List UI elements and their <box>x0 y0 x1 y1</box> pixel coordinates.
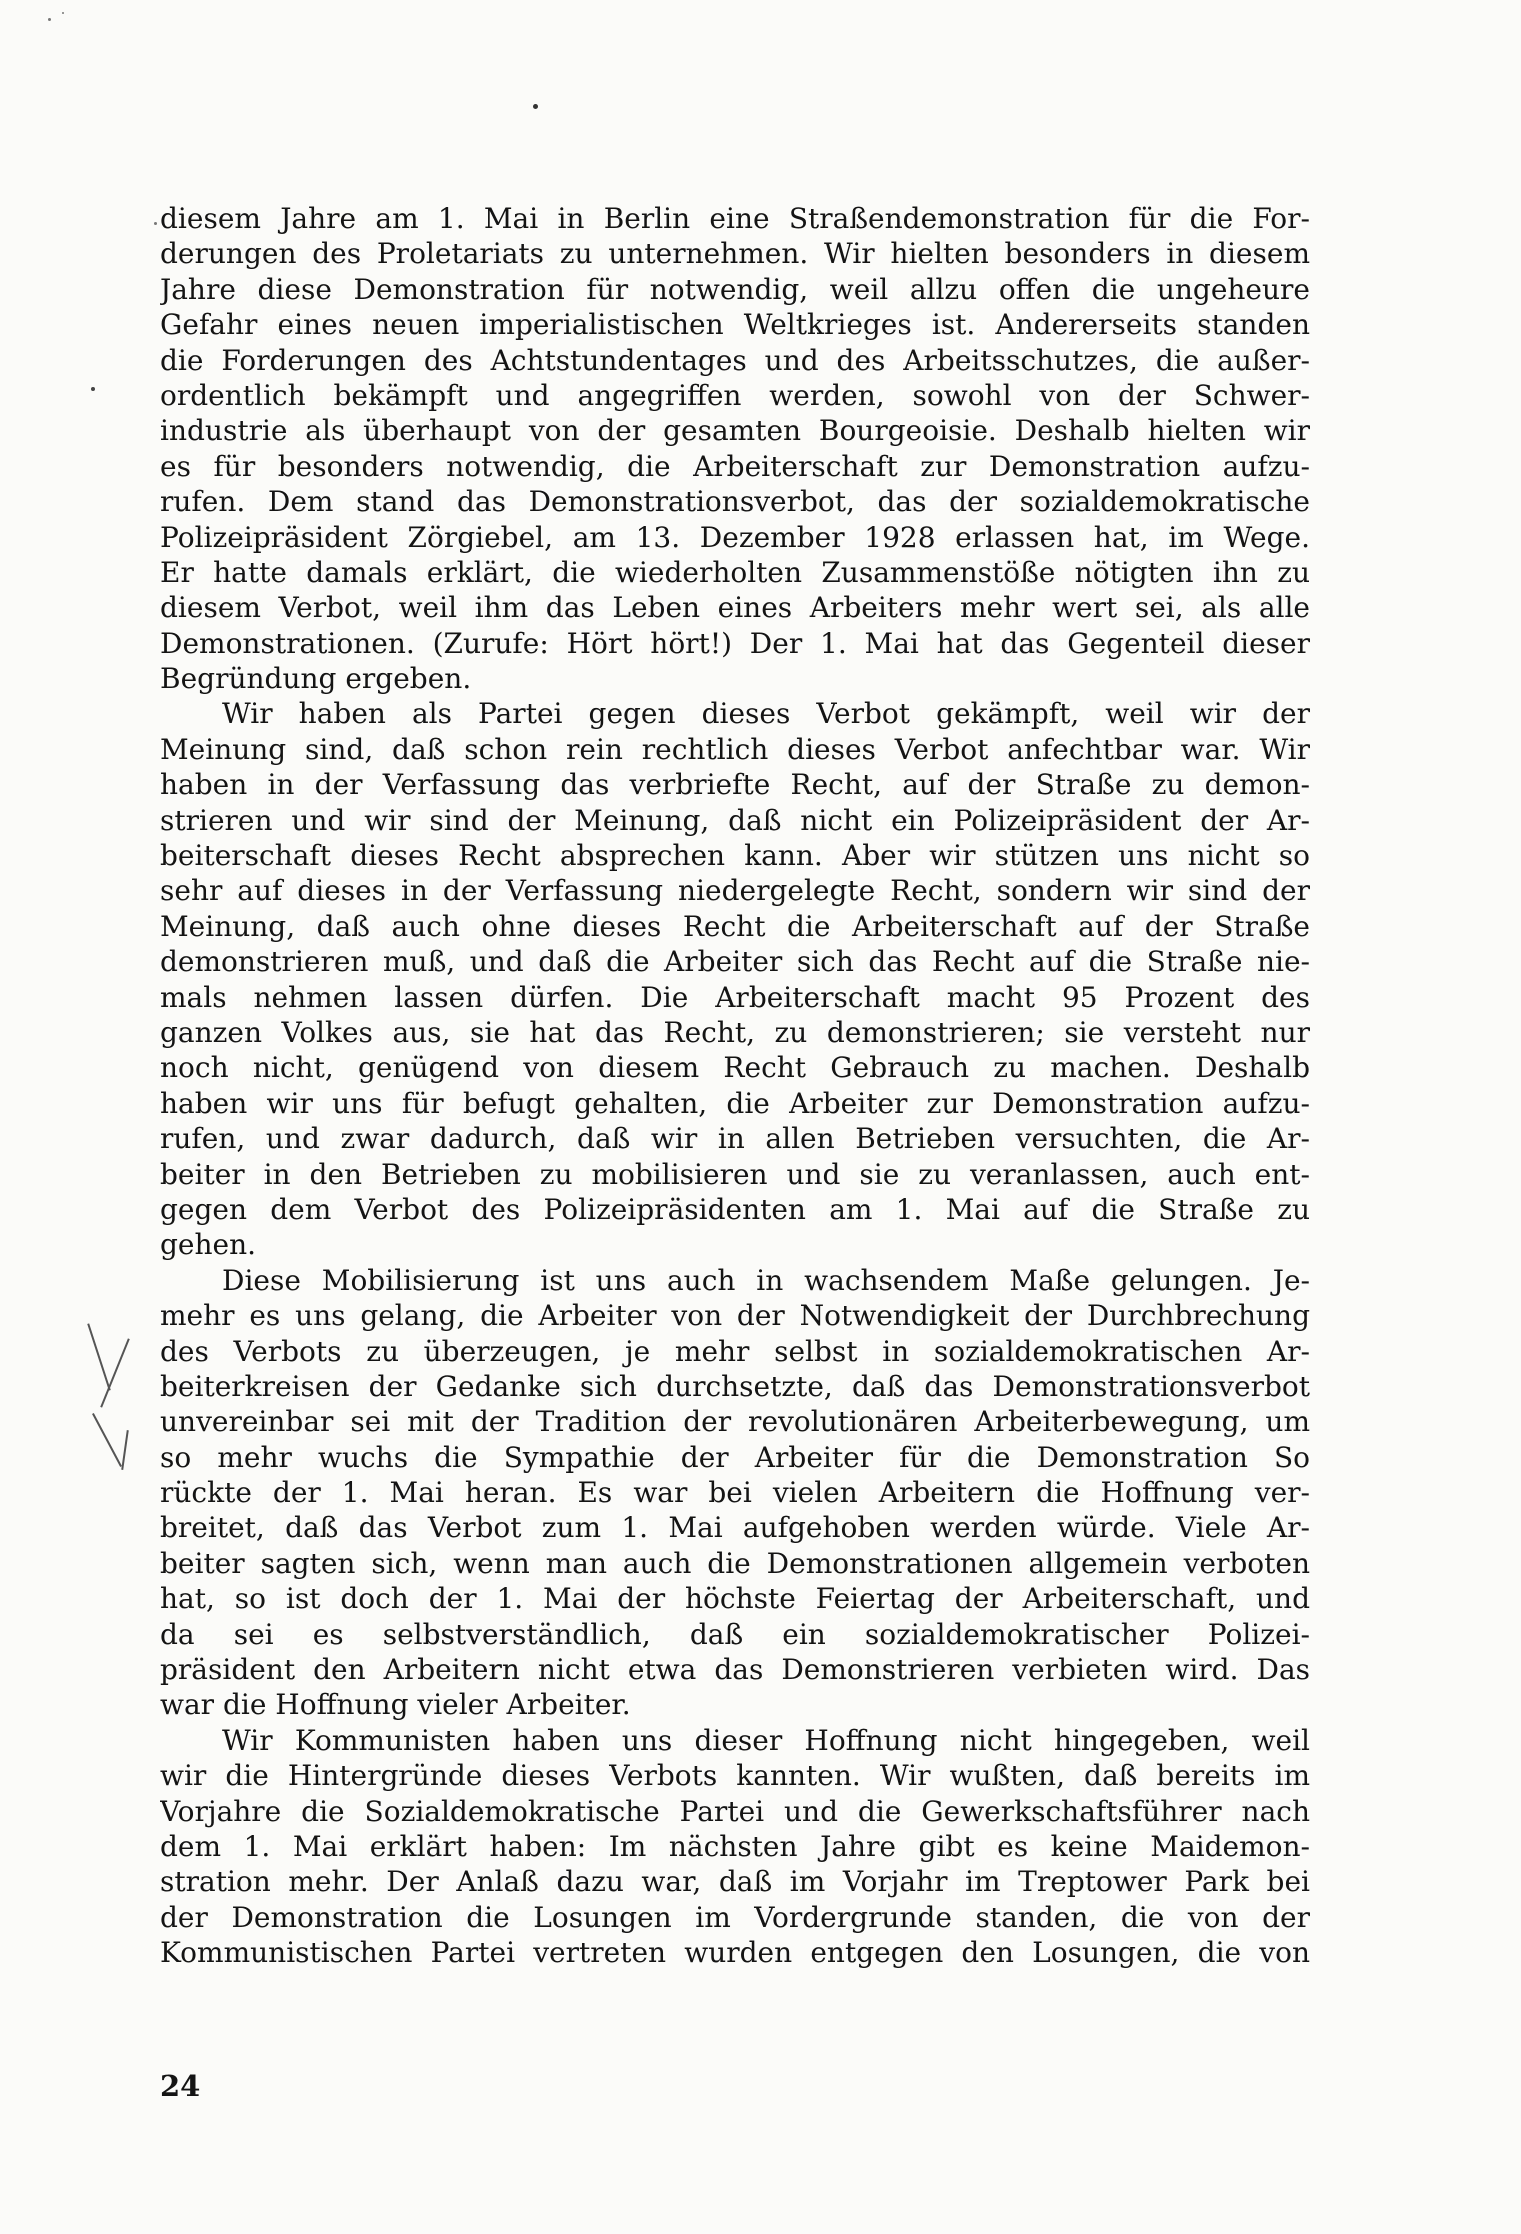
text-line: Begründung ergeben. <box>160 662 472 696</box>
text-line: es für besonders notwendig, die Arbeiterschaft zur Demonstration aufzu- <box>160 449 1310 483</box>
paragraph-3 <box>160 1263 1310 1723</box>
scan-speck <box>48 18 51 21</box>
text-line: hat, so ist doch der 1. Mai der höchste Feiertag der Arbeiterschaft, und <box>160 1582 1310 1616</box>
text-line: wir die Hintergründe dieses Verbots kannten. Wir wußten, daß bereits im <box>160 1759 1310 1793</box>
text-line: des Verbots zu überzeugen, je mehr selbst in sozialdemokratischen Ar- <box>160 1334 1310 1368</box>
text-line: diesem Verbot, weil ihm das Leben eines Arbeiters mehr wert sei, als alle <box>160 591 1310 625</box>
text-line: ordentlich bekämpft und angegriffen werden, sowohl von der Schwer- <box>160 378 1310 412</box>
text-line: stration mehr. Der Anlaß dazu war, daß im Vorjahr im Treptower Park bei <box>160 1865 1310 1899</box>
margin-pencil-mark <box>87 1323 111 1390</box>
text-line: unvereinbar sei mit der Tradition der revolutionären Arbeiterbewegung, um <box>160 1405 1310 1439</box>
text-line: haben wir uns für befugt gehalten, die Arbeiter zur Demonstration aufzu- <box>160 1086 1310 1120</box>
text-line: da sei es selbstverständlich, daß ein sozialdemokratischer Polizei- <box>160 1617 1310 1651</box>
text-line: rufen, und zwar dadurch, daß wir in allen Betrieben versuchten, die Ar- <box>160 1122 1310 1156</box>
text-line: Polizeipräsident Zörgiebel, am 13. Dezember 1928 erlassen hat, im Wege. <box>160 520 1310 554</box>
text-line: gegen dem Verbot des Polizeipräsidenten am 1. Mai auf die Straße zu <box>160 1192 1310 1226</box>
text-line: mals nehmen lassen dürfen. Die Arbeiterschaft macht 95 Prozent des <box>160 980 1310 1014</box>
text-line: dem 1. Mai erklärt haben: Im nächsten Jahre gibt es keine Maidemon- <box>160 1829 1310 1863</box>
scan-speck <box>154 222 157 225</box>
text-line: Jahre diese Demonstration für notwendig, weil allzu offen die ungeheure <box>160 272 1310 306</box>
text-line: Wir Kommunisten haben uns dieser Hoffnung nicht hingegeben, weil <box>222 1723 1310 1757</box>
text-line: rückte der 1. Mai heran. Es war bei vielen Arbeitern die Hoffnung ver- <box>160 1476 1310 1510</box>
body-text <box>160 201 1310 1971</box>
text-line: beiter sagten sich, wenn man auch die Demonstrationen allgemein verboten <box>160 1546 1310 1580</box>
text-line: ganzen Volkes aus, sie hat das Recht, zu demonstrieren; sie versteht nur <box>160 1015 1310 1049</box>
paragraph-1 <box>160 201 1310 696</box>
text-line: Demonstrationen. (Zurufe: Hört hört!) Der 1. Mai hat das Gegenteil dieser <box>160 626 1310 660</box>
text-line: war die Hoffnung vieler Arbeiter. <box>160 1688 631 1722</box>
margin-pencil-mark <box>92 1413 122 1467</box>
text-line: präsident den Arbeitern nicht etwa das Demonstrieren verbieten wird. Das <box>160 1653 1310 1687</box>
text-line: beiterkreisen der Gedanke sich durchsetzte, daß das Demonstrationsverbot <box>160 1369 1310 1403</box>
text-line: Diese Mobilisierung ist uns auch in wachsendem Maße gelungen. Je- <box>222 1263 1310 1297</box>
text-line: rufen. Dem stand das Demonstrationsverbot, das der sozialdemokratische <box>160 485 1310 519</box>
text-line: noch nicht, genügend von diesem Recht Gebrauch zu machen. Deshalb <box>160 1051 1310 1085</box>
text-line: gehen. <box>160 1228 257 1262</box>
text-line: diesem Jahre am 1. Mai in Berlin eine Straßendemonstration für die For- <box>160 202 1310 235</box>
text-line: derungen des Proletariats zu unternehmen. Wir hielten besonders in diesem <box>160 237 1310 271</box>
text-line: Vorjahre die Sozialdemokratische Partei und die Gewerkschaftsführer nach <box>160 1794 1310 1828</box>
text-line: mehr es uns gelang, die Arbeiter von der Notwendigkeit der Durchbrechung <box>160 1299 1310 1333</box>
text-line: beiter in den Betrieben zu mobilisieren und sie zu veranlassen, auch ent- <box>160 1157 1310 1191</box>
text-line: strieren und wir sind der Meinung, daß nicht ein Polizeipräsident der Ar- <box>160 803 1310 837</box>
text-line: Meinung sind, daß schon rein rechtlich dieses Verbot anfechtbar war. Wir <box>160 732 1310 766</box>
scan-speck <box>533 104 538 109</box>
paragraph-4 <box>160 1723 1310 1971</box>
text-line: Meinung, daß auch ohne dieses Recht die Arbeiterschaft auf der Straße <box>160 909 1310 943</box>
paragraph-2 <box>160 696 1310 1262</box>
text-line: Kommunistischen Partei vertreten wurden entgegen den Losungen, die von <box>160 1936 1310 1970</box>
scan-speck <box>62 12 64 14</box>
text-line: Gefahr eines neuen imperialistischen Weltkrieges ist. Andererseits standen <box>160 308 1310 342</box>
scan-speck <box>91 387 95 391</box>
margin-pencil-mark <box>121 1430 129 1470</box>
text-line: beiterschaft dieses Recht absprechen kann. Aber wir stützen uns nicht so <box>160 839 1310 873</box>
text-line: breitet, daß das Verbot zum 1. Mai aufgehoben werden würde. Viele Ar- <box>160 1511 1310 1545</box>
text-line: Wir haben als Partei gegen dieses Verbot gekämpft, weil wir der <box>222 697 1310 731</box>
text-line: industrie als überhaupt von der gesamten Bourgeoisie. Deshalb hielten wir <box>160 414 1310 448</box>
text-line: die Forderungen des Achtstundentages und des Arbeitsschutzes, die außer- <box>160 343 1310 377</box>
text-line: sehr auf dieses in der Verfassung niedergelegte Recht, sondern wir sind der <box>160 874 1310 908</box>
text-line: Er hatte damals erklärt, die wiederholten Zusammenstöße nötigten ihn zu <box>160 555 1310 589</box>
text-line: haben in der Verfassung das verbriefte Recht, auf der Straße zu demon- <box>160 768 1310 802</box>
text-line: so mehr wuchs die Sympathie der Arbeiter für die Demonstration So <box>160 1440 1310 1474</box>
text-line: der Demonstration die Losungen im Vordergrunde standen, die von der <box>160 1900 1310 1934</box>
text-line: demonstrieren muß, und daß die Arbeiter sich das Recht auf die Straße nie- <box>160 945 1310 979</box>
page-number: 24 <box>160 2069 201 2103</box>
